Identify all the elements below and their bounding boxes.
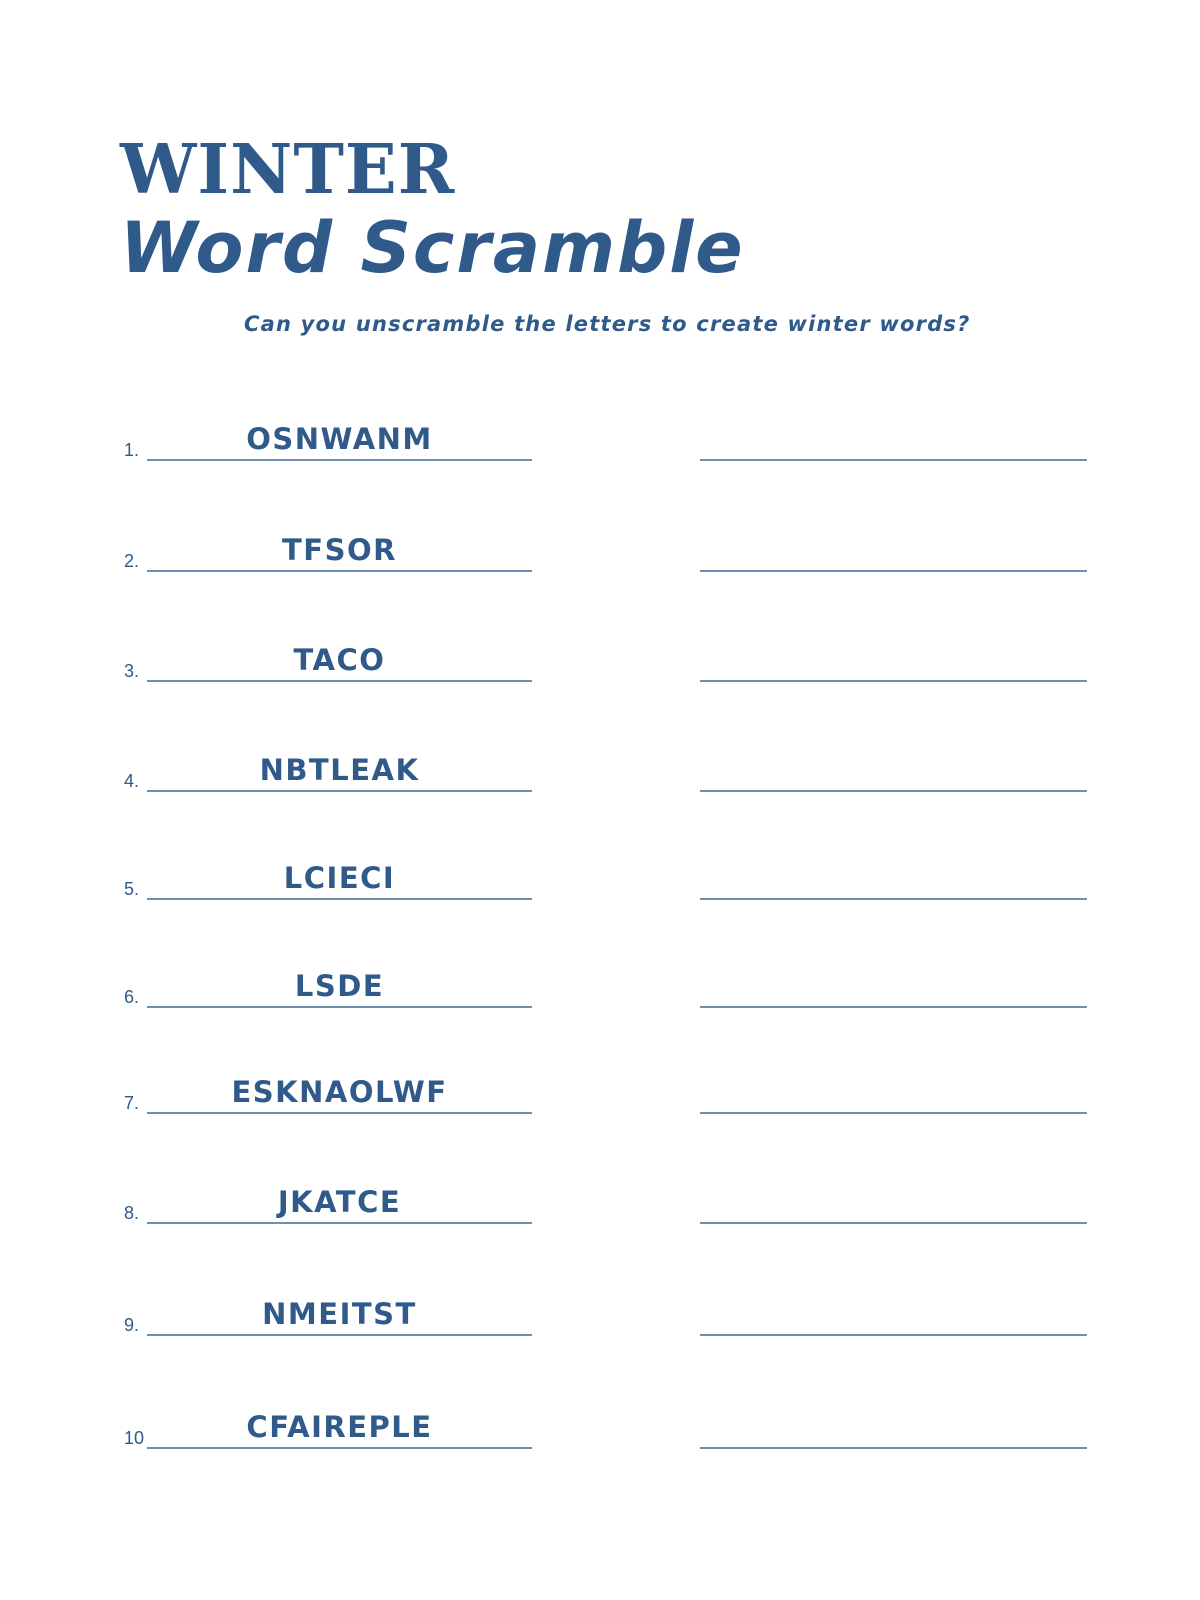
scrambled-underline [147,570,532,572]
item-number: 8. [124,1203,140,1223]
answer-line[interactable] [700,1447,1087,1449]
scrambled-word: JKATCE [277,1185,402,1219]
scrambled-word: NMEITST [262,1297,417,1331]
scramble-row [0,1389,1200,1449]
scramble-row [0,401,1200,461]
scrambled-underline [147,1006,532,1008]
scrambled-word: TACO [293,643,386,677]
scramble-row [0,1054,1200,1114]
item-number: 9. [124,1315,140,1335]
scrambled-word: LSDE [294,969,385,1003]
scramble-row [0,948,1200,1008]
answer-line[interactable] [700,1006,1087,1008]
scramble-row [0,622,1200,682]
answer-line[interactable] [700,1112,1087,1114]
scrambled-word: OSNWANM [246,422,433,456]
scrambled-underline [147,1334,532,1336]
page-title: Word Scramble [120,207,745,289]
item-number: 5. [124,879,140,899]
scrambled-word: CFAIREPLE [246,1410,433,1444]
answer-line[interactable] [700,898,1087,900]
scrambled-word: LCIECI [283,861,396,895]
answer-line[interactable] [700,1334,1087,1336]
scramble-row [0,840,1200,900]
answer-line[interactable] [700,459,1087,461]
scrambled-underline [147,898,532,900]
answer-line[interactable] [700,570,1087,572]
scrambled-word: NBTLEAK [259,753,420,787]
scrambled-underline [147,1112,532,1114]
item-number: 1. [124,440,140,460]
item-number: 7. [124,1093,140,1113]
scramble-row [0,732,1200,792]
scramble-row [0,1164,1200,1224]
item-number: 2. [124,551,140,571]
instructions-text: Can you unscramble the letters to create winter words? [244,312,971,336]
item-number: 6. [124,987,140,1007]
answer-line[interactable] [700,790,1087,792]
scrambled-word: TFSOR [282,533,397,567]
scrambled-underline [147,1447,532,1449]
scrambled-underline [147,1222,532,1224]
item-number: 4. [124,771,140,791]
scramble-row [0,1276,1200,1336]
item-number: 10 [124,1428,145,1448]
scrambled-word: ESKNAOLWF [231,1075,448,1109]
scrambled-underline [147,680,532,682]
scrambled-underline [147,790,532,792]
answer-line[interactable] [700,1222,1087,1224]
title-winter: WINTER [120,130,456,210]
answer-line[interactable] [700,680,1087,682]
item-number: 3. [124,661,140,681]
scrambled-underline [147,459,532,461]
scramble-row [0,512,1200,572]
